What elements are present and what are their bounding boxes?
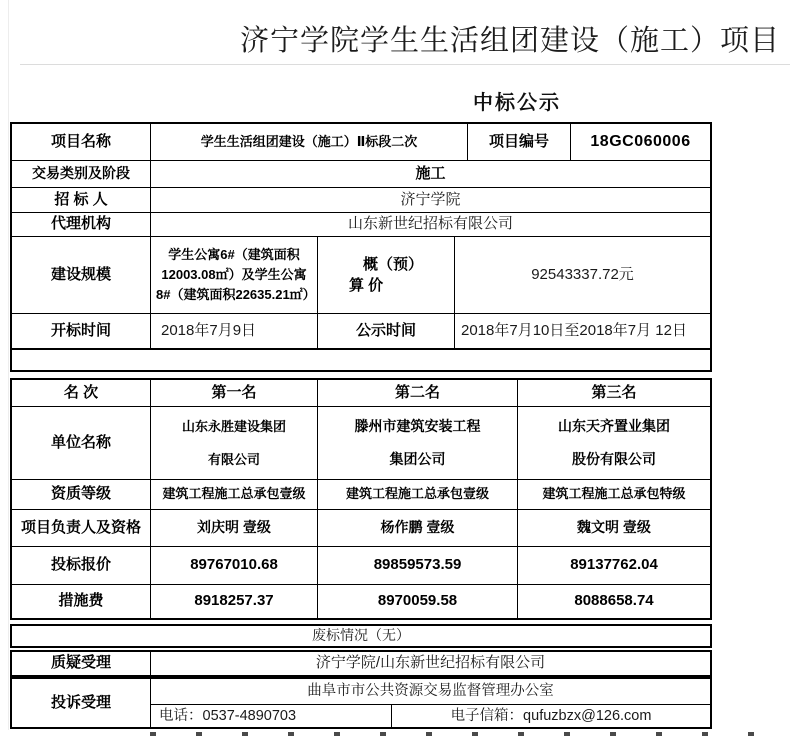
company-label: 单位名称 — [50, 433, 111, 451]
agency-value: 山东新世纪招标有限公司 — [150, 213, 710, 236]
scale-label: 建设规模 — [50, 265, 111, 283]
empty-cell — [12, 350, 710, 370]
project-info-table — [10, 122, 712, 372]
scale-value: 学生公寓6#（建筑面积12003.08㎡）及学生公寓8#（建筑面积22635.21㎡） — [150, 237, 317, 313]
company-third-line2: 股份有限公司 — [572, 451, 656, 467]
bid-price-first: 89767010.68 — [150, 547, 317, 584]
company-third — [517, 407, 710, 479]
manager-row — [12, 509, 710, 546]
measure-fee-first: 8918257.37 — [150, 585, 317, 618]
manager-label: 项目负责人及资格 — [20, 518, 141, 536]
budget-value: 92543337.72元 — [454, 237, 710, 313]
objection-table — [10, 650, 712, 677]
page-left-border — [8, 0, 9, 730]
table-row — [12, 160, 710, 187]
complaint-phone: 电话：0537-4890703 — [159, 707, 297, 724]
publicity-time-value: 2018年7月10日至2018年7月 12日 — [454, 314, 710, 348]
invalid-bids-table — [10, 624, 712, 648]
open-time-label: 开标时间 — [50, 321, 111, 339]
project-name-label: 项目名称 — [50, 132, 111, 150]
complaint-detail — [150, 679, 710, 727]
bid-price-third: 89137762.04 — [517, 547, 710, 584]
table-row — [12, 212, 710, 236]
stage-label: 交易类别及阶段 — [32, 165, 130, 182]
complaint-row — [12, 679, 710, 727]
project-no-label: 项目编号 — [467, 124, 570, 160]
company-third-line1: 山东天齐置业集团 — [558, 418, 670, 434]
budget-label-line2: 算 价 — [348, 277, 384, 294]
page-title: 济宁学院学生生活组团建设（施工）项目 — [239, 25, 781, 57]
table-row — [12, 187, 710, 212]
rank-third-header: 第三名 — [517, 380, 710, 406]
qualification-row — [12, 479, 710, 509]
stage-value: 施工 — [150, 161, 710, 187]
table-row — [12, 313, 710, 348]
objection-row — [12, 652, 710, 675]
table-row — [12, 236, 710, 313]
empty-row — [12, 348, 710, 370]
tenderee-label: 招 标 人 — [54, 190, 108, 208]
objection-value: 济宁学院/山东新世纪招标有限公司 — [150, 652, 710, 675]
company-second-line1: 滕州市建筑安装工程 — [354, 418, 481, 434]
company-first-line1: 山东永胜建设集团 — [181, 419, 286, 434]
complaint-office: 曲阜市市公共资源交易监督管理办公室 — [307, 683, 554, 700]
bid-price-second: 89859573.59 — [317, 547, 517, 584]
rank-label: 名 次 — [63, 383, 99, 401]
qualification-third: 建筑工程施工总承包特级 — [517, 480, 710, 509]
measure-fee-row — [12, 584, 710, 618]
bid-price-label: 投标报价 — [50, 556, 111, 574]
complaint-contact-row — [151, 704, 710, 727]
project-no-value: 18GC060006 — [570, 124, 710, 160]
complaint-email: 电子信箱：qufuzbzx@126.com — [391, 705, 710, 727]
manager-third: 魏文明 壹级 — [517, 510, 710, 546]
company-second-line2: 集团公司 — [389, 451, 446, 467]
company-first — [150, 407, 317, 479]
manager-second: 杨作鹏 壹级 — [317, 510, 517, 546]
bid-price-row — [12, 546, 710, 584]
objection-label: 质疑受理 — [50, 654, 111, 672]
table-row — [12, 124, 710, 160]
budget-label-line1: 概（预） — [362, 256, 423, 273]
qualification-label: 资质等级 — [50, 485, 111, 503]
qualification-first: 建筑工程施工总承包壹级 — [150, 480, 317, 509]
rank-second-header: 第二名 — [317, 380, 517, 406]
company-second — [317, 407, 517, 479]
company-first-line2: 有限公司 — [207, 452, 260, 467]
announcement-heading: 中标公示 — [473, 92, 561, 114]
invalid-bids-text: 废标情况（无） — [312, 627, 410, 644]
ranking-header-row — [12, 380, 710, 406]
agency-label: 代理机构 — [50, 215, 111, 233]
measure-fee-second: 8970059.58 — [317, 585, 517, 618]
tenderee-value: 济宁学院 — [150, 188, 710, 212]
measure-fee-label: 措施费 — [58, 592, 104, 610]
complaint-table — [10, 677, 712, 729]
measure-fee-third: 8088658.74 — [517, 585, 710, 618]
complaint-office-row — [151, 679, 710, 704]
complaint-label: 投诉受理 — [50, 693, 111, 711]
open-time-value: 2018年7月9日 — [150, 314, 317, 348]
company-row — [12, 406, 710, 479]
ranking-table — [10, 378, 712, 620]
budget-label — [317, 237, 454, 313]
invalid-bids-row — [12, 626, 710, 646]
project-name-value: 学生生活组团建设（施工）Ⅱ标段二次 — [150, 124, 467, 160]
qualification-second: 建筑工程施工总承包壹级 — [317, 480, 517, 509]
manager-first: 刘庆明 壹级 — [150, 510, 317, 546]
title-divider — [20, 64, 790, 65]
rank-first-header: 第一名 — [150, 380, 317, 406]
clipped-next-line-artifact — [150, 732, 790, 736]
publicity-time-label: 公示时间 — [317, 314, 454, 348]
